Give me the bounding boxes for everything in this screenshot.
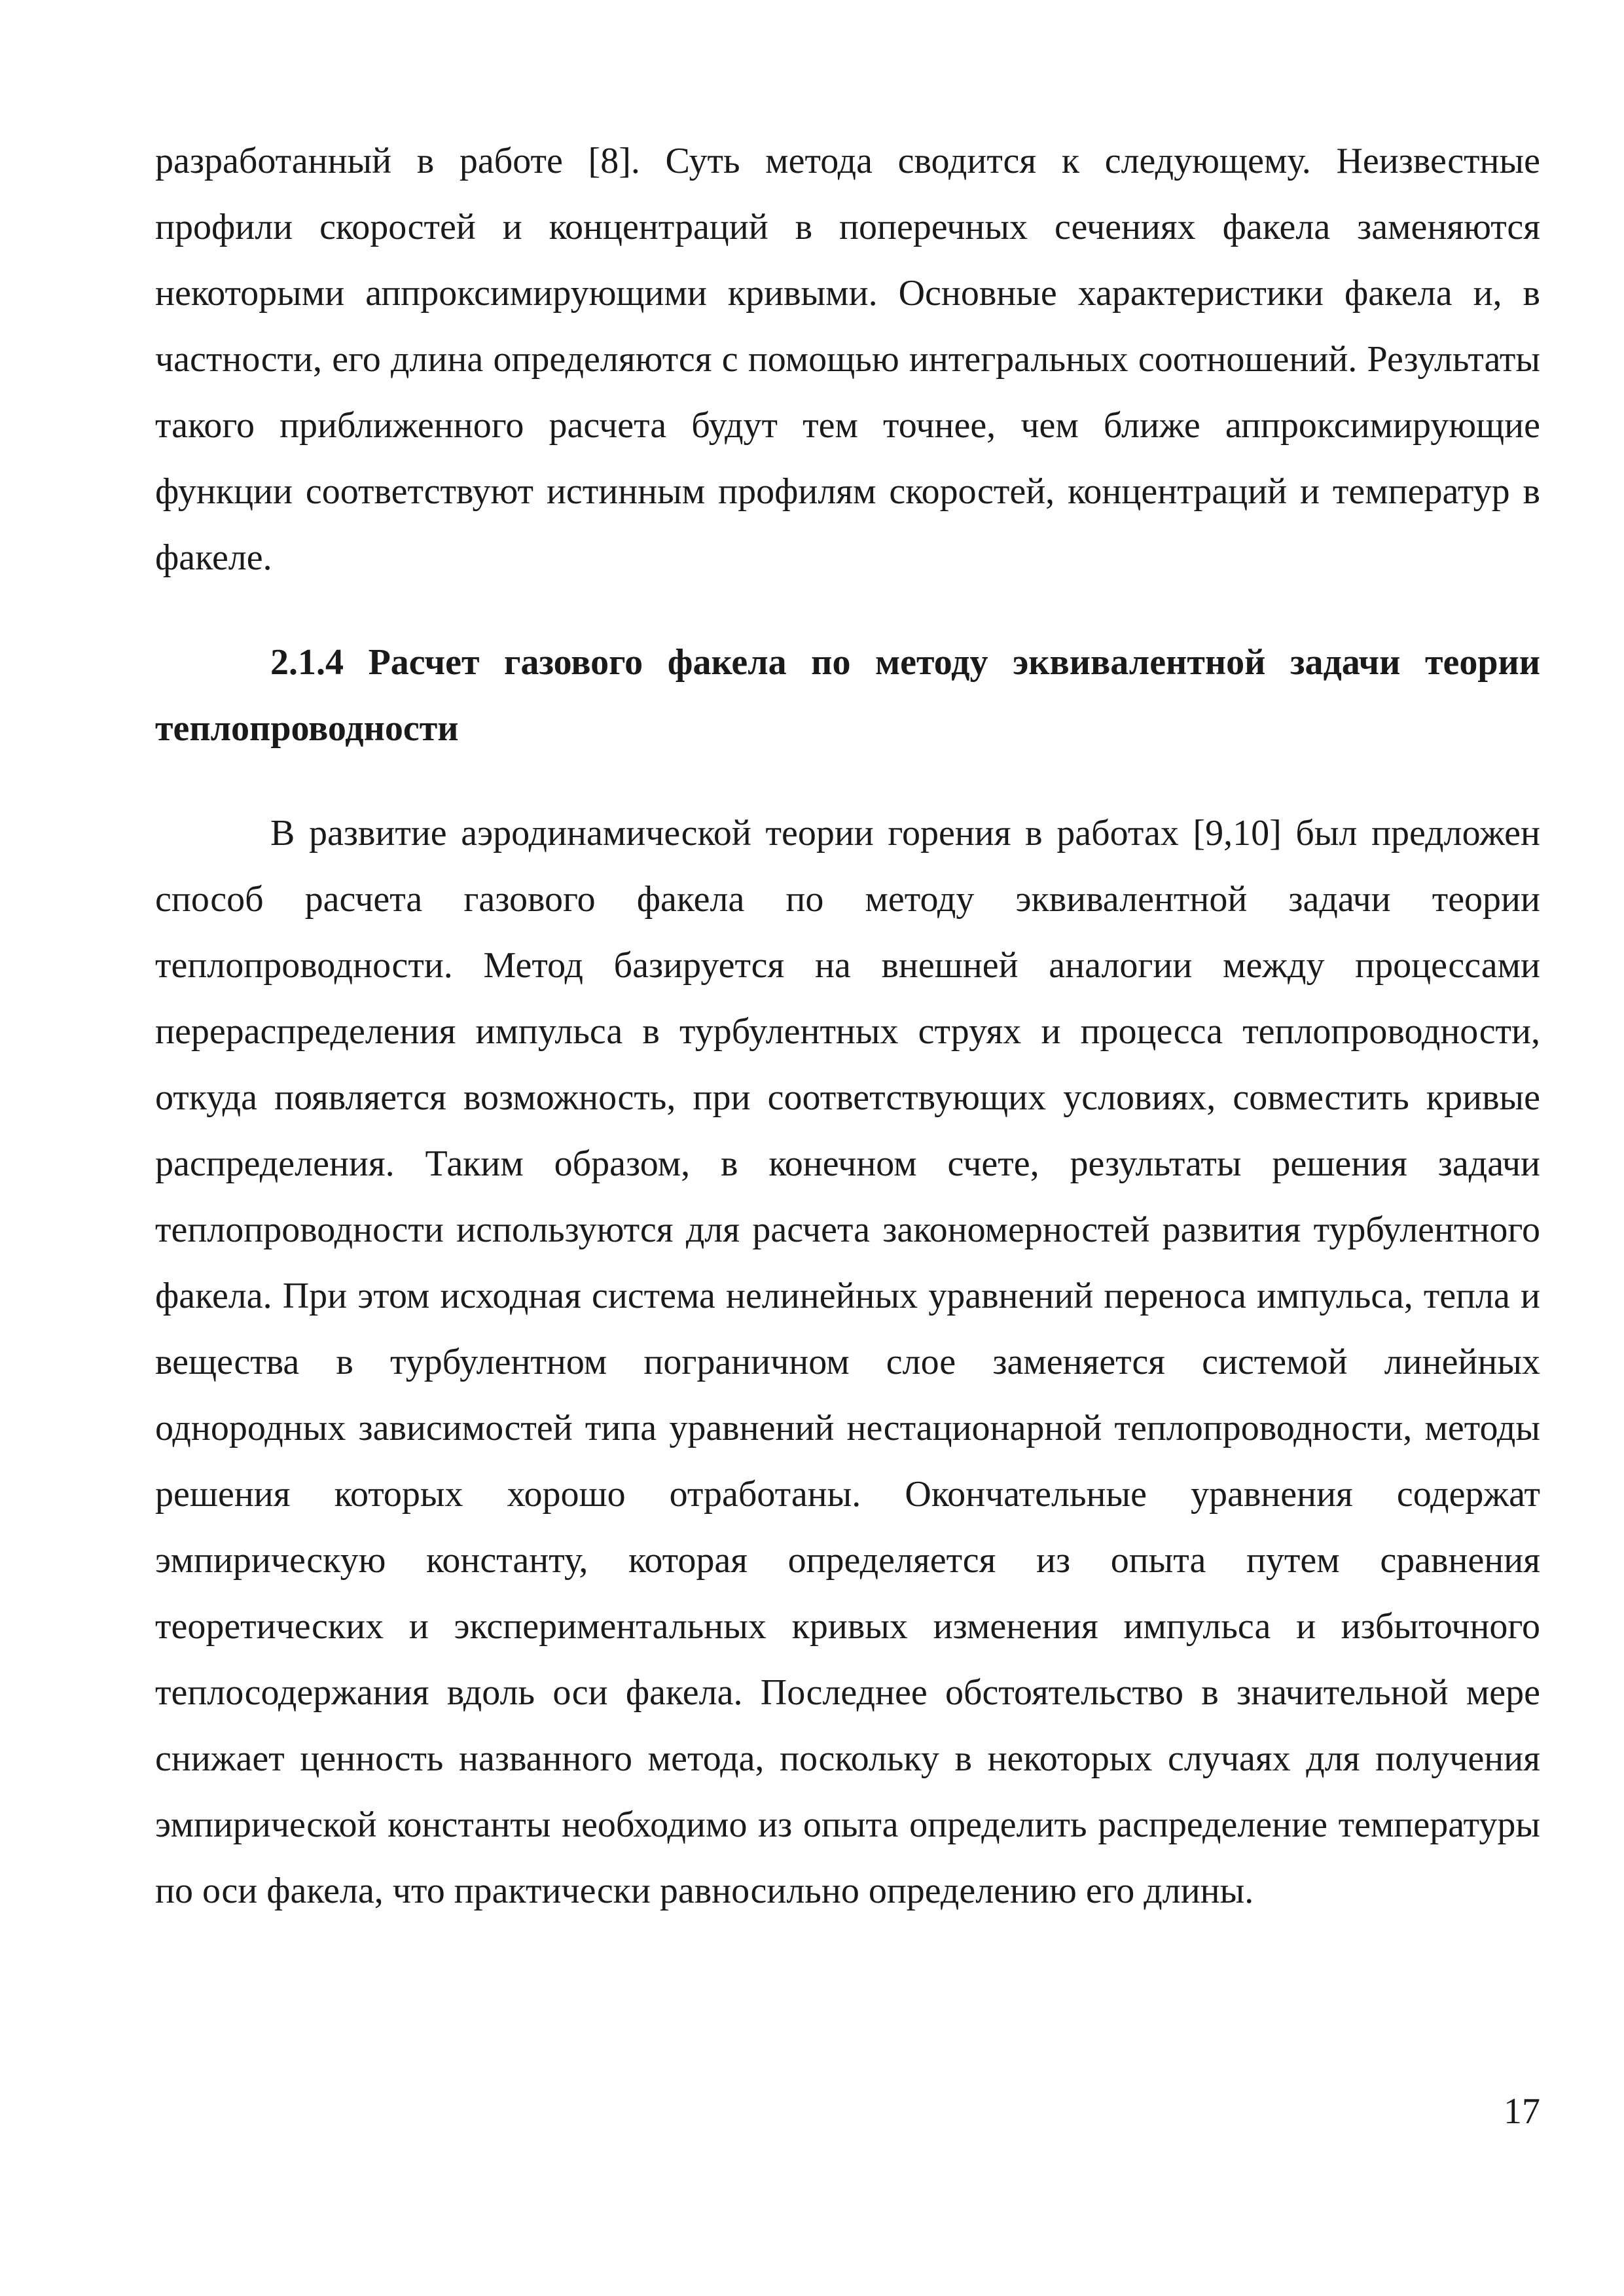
- paragraph-continuation: разработанный в работе [8]. Суть метода сводится к следующему. Неизвестные профили скоростей и концентраций в поперечных сечениях факела заменяются некоторыми аппроксимирующими кривыми. Основные характеристики факела и, в частности, его длина определяются с помощью интегральных соотношений. Результаты такого приближенного расчета будут тем точнее, чем ближе аппроксимирующие функции соответствуют истинным профилям скоростей, концентраций и температур в факеле.: [155, 141, 1540, 578]
- section-heading: 2.1.4 Расчет газового факела по методу эквивалентной задачи теории теплопроводности: [155, 642, 1540, 749]
- page-number: 17: [1504, 2091, 1540, 2132]
- paragraph-body: В развитие аэродинамической теории горения в работах [9,10] был предложен способ расчета газового факела по методу эквивалентной задачи теории теплопроводности. Метод базируется на внешней аналогии между процессами перераспределения импульса в турбулентных струях и процесса теплопроводности, откуда появляется возможность, при соответствующих условиях, совместить кривые распределения. Таким образом, в конечном счете, результаты решения задачи теплопроводности используются для расчета закономерностей развития турбулентного факела. При этом исходная система нелинейных уравнений переноса импульса, тепла и вещества в турбулентном пограничном слое заменяется системой линейных однородных зависимостей типа уравнений нестационарной теплопроводности, методы решения которых хорошо отработаны. Окончательные уравнения содержат эмпирическую константу, которая определяется из опыта путем сравнения теоретических и экспериментальных кривых изменения импульса и избыточного теплосодержания вдоль оси факела. Последнее обстоятельство в значительной мере снижает ценность названного метода, поскольку в некоторых случаях для получения эмпирической константы необходимо из опыта определить распределение температуры по оси факела, что практически равносильно определению его длины.: [155, 813, 1540, 1911]
- document-page: [155, 128, 1540, 1924]
